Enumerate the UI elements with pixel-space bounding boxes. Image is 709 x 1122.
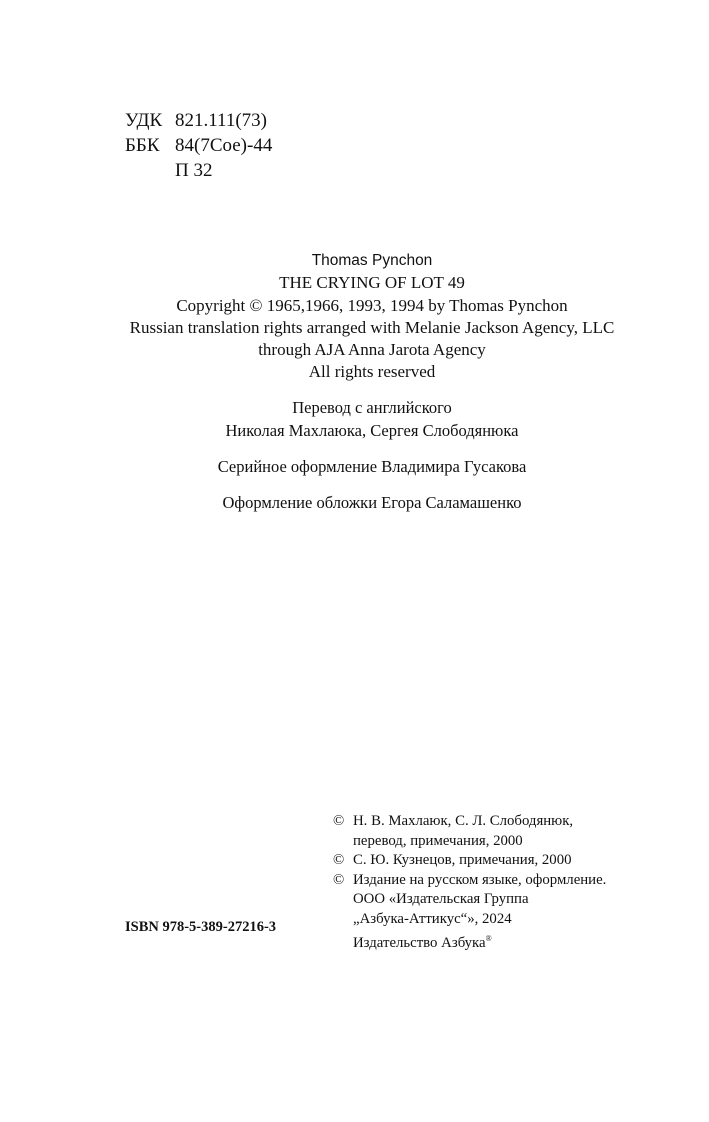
series-design-credit: Серийное оформление Владимира Гусакова — [217, 457, 527, 476]
copyright-sign: © — [333, 852, 345, 868]
notice-line: Издание на русском языке, оформление. — [353, 871, 607, 888]
bbk-label: ББК — [125, 135, 160, 156]
notice-line: „Азбука-Аттикус“», 2024 — [353, 910, 512, 927]
copyright-notices — [333, 812, 606, 954]
original-copyright: Copyright © 1965,1966, 1993, 1994 by Thomas Pynchon — [176, 295, 568, 315]
udk-label: УДК — [125, 110, 163, 131]
translation-credit — [0, 397, 709, 442]
translators: Николая Махлаюка, Сергея Слободянюка — [225, 420, 519, 440]
cover-design-credit: Оформление обложки Егора Саламашенко — [222, 493, 522, 512]
registered-mark: ® — [485, 934, 492, 943]
udk-row — [125, 108, 272, 133]
original-author: Thomas Pynchon — [311, 252, 433, 269]
notice-line: ООО «Издательская Группа — [353, 891, 529, 907]
translation-label: Перевод с английского — [292, 398, 452, 417]
isbn: ISBN 978-5-389-27216-3 — [125, 919, 277, 935]
rights-line-1: Russian translation rights arranged with Melanie Jackson Agency, LLC — [129, 317, 615, 337]
notice-translation — [333, 812, 606, 851]
copyright-sign: © — [333, 871, 345, 888]
all-rights-reserved: All rights reserved — [308, 362, 436, 382]
original-rights-block — [0, 250, 709, 384]
author-mark: П 32 — [175, 160, 213, 181]
notice-edition — [333, 871, 606, 954]
notice-notes — [333, 851, 606, 871]
copyright-sign: © — [333, 813, 345, 829]
rights-line-2: through AJA Anna Jarota Agency — [258, 340, 486, 360]
bbk-row — [125, 133, 272, 158]
notice-line: перевод, примечания, 2000 — [353, 832, 523, 849]
bbk-value: 84(7Сое)-44 — [175, 135, 273, 156]
udk-value: 821.111(73) — [175, 110, 267, 131]
classification-block — [125, 108, 272, 183]
publisher-name: Издательство Азбука — [353, 935, 486, 951]
notice-line: С. Ю. Кузнецов, примечания, 2000 — [353, 852, 572, 868]
notice-line: Н. В. Махлаюк, С. Л. Слободянюк, — [353, 813, 574, 829]
original-title: THE CRYING OF LOT 49 — [279, 273, 465, 293]
publisher-line — [353, 929, 606, 954]
author-mark-row — [125, 158, 272, 183]
